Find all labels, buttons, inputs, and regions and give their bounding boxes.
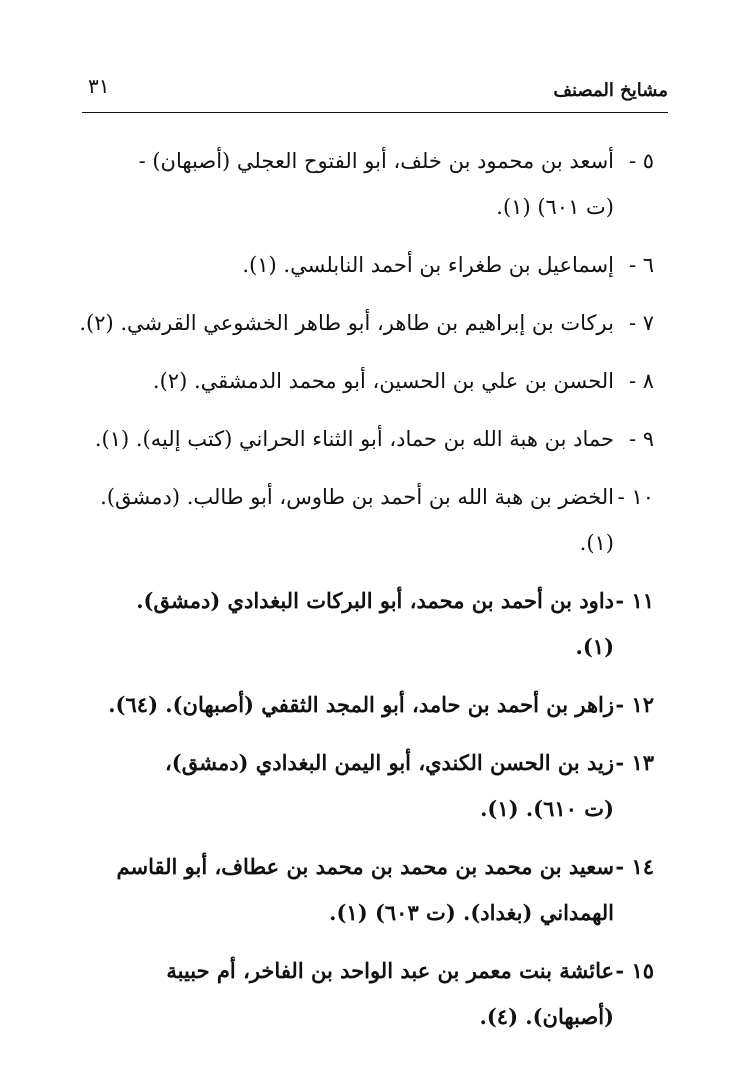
entry-number: ٩ -	[628, 427, 654, 451]
entry-line: عائشة بنت معمر بن عبد الواحد بن الفاخر، أم حبيبة	[166, 958, 614, 983]
entry-line: الحسن بن علي بن الحسين، أبو محمد الدمشقي. (٢).	[152, 369, 614, 393]
page-header	[82, 72, 668, 113]
entry-line: بركات بن إبراهيم بن طاهر، أبو طاهر الخشوعي القرشي. (٢).	[79, 311, 614, 335]
entry-number: ١٠ -	[617, 485, 654, 509]
list-item	[79, 300, 654, 346]
list-item	[86, 474, 654, 566]
list-item	[86, 740, 654, 832]
entry-line: (أصبهان). (٤).	[479, 1004, 614, 1029]
entry-number: ١٤ -	[615, 854, 654, 879]
running-title: مشايخ المصنف	[553, 80, 668, 101]
list-item	[86, 948, 654, 1040]
list-item	[86, 578, 654, 670]
entry-line: داود بن أحمد بن محمد، أبو البركات البغدادي (دمشق).	[136, 588, 614, 613]
entry-line: (١).	[575, 634, 614, 659]
list-item	[86, 138, 654, 230]
entry-line: زيد بن الحسن الكندي، أبو اليمن البغدادي (دمشق)،	[165, 750, 614, 775]
entry-list	[79, 138, 654, 1044]
list-item	[86, 416, 654, 462]
entry-number: ٦ -	[628, 253, 654, 277]
list-item	[86, 844, 654, 936]
entry-line: زاهر بن أحمد بن حامد، أبو المجد الثقفي (أصبهان). (٦٤).	[108, 692, 614, 717]
entry-line: أسعد بن محمود بن خلف، أبو الفتوح العجلي (أصبهان) -	[138, 149, 614, 173]
entry-line: حماد بن هبة الله بن حماد، أبو الثناء الحراني (كتب إليه). (١).	[94, 427, 614, 451]
entry-number: ٥ -	[628, 149, 654, 173]
page-number: ٣١	[88, 74, 110, 98]
entry-number: ١٣ -	[615, 750, 654, 775]
entry-line: الهمداني (بغداد). (ت ٦٠٣) (١).	[329, 900, 614, 925]
entry-number: ١٥ -	[615, 958, 654, 983]
entry-line: سعيد بن محمد بن محمد بن محمد بن عطاف، أبو القاسم	[116, 854, 614, 879]
list-item	[86, 358, 654, 404]
entry-number: ١١ -	[615, 588, 654, 613]
entry-line: (١).	[579, 531, 614, 555]
list-item	[86, 682, 654, 728]
entry-number: ١٢ -	[615, 692, 654, 717]
entry-line: (ت ٦١٠). (١).	[480, 796, 614, 821]
entry-line: إسماعيل بن طغراء بن أحمد النابلسي. (١).	[242, 253, 614, 277]
entry-number: ٨ -	[628, 369, 654, 393]
list-item	[86, 242, 654, 288]
entry-line: الخضر بن هبة الله بن أحمد بن طاوس، أبو طالب. (دمشق).	[100, 485, 614, 509]
entry-line: (ت ٦٠١) (١).	[496, 195, 614, 219]
entry-number: ٧ -	[628, 311, 654, 335]
